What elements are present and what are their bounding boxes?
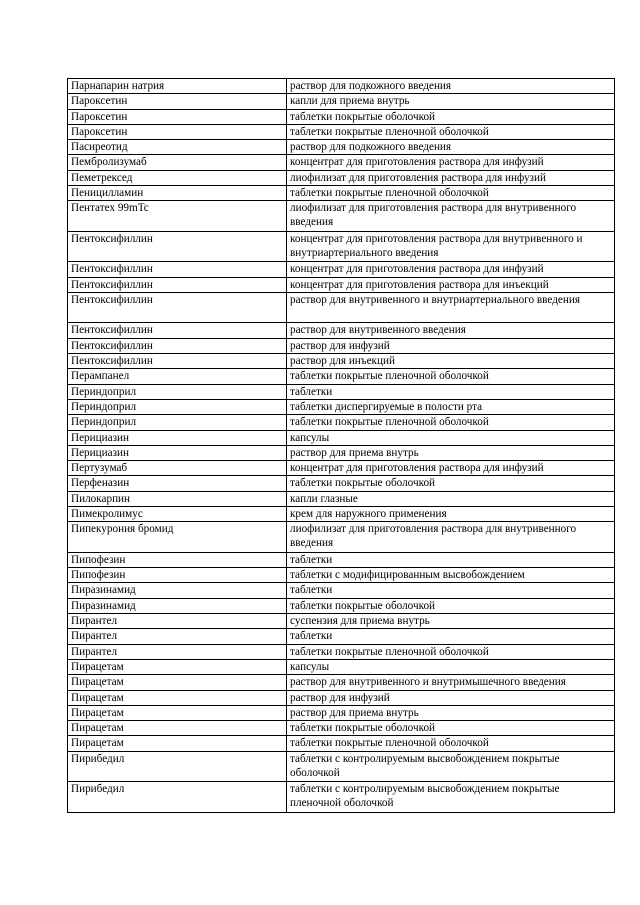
dosage-form-cell: таблетки покрытые пленочной оболочкой: [287, 644, 615, 659]
table-row: [68, 705, 615, 720]
drug-name-cell: Пеницилламин: [68, 186, 287, 201]
drug-name-cell: Пароксетин: [68, 124, 287, 139]
drug-name-cell: Пеметрексед: [68, 170, 287, 185]
drug-name-cell: Пертузумаб: [68, 461, 287, 476]
dosage-form-cell: таблетки с контролируемым высвобождением покрытые пленочной оболочкой: [287, 782, 615, 813]
table-row: [68, 262, 615, 277]
table-row: [68, 277, 615, 292]
drug-name-cell: Пирантел: [68, 614, 287, 629]
dosage-form-cell: таблетки покрытые пленочной оболочкой: [287, 186, 615, 201]
table-row: [68, 445, 615, 460]
table-row: [68, 79, 615, 94]
drug-name-cell: Пирибедил: [68, 782, 287, 813]
dosage-form-cell: таблетки: [287, 384, 615, 399]
table-row: [68, 507, 615, 522]
table-row: [68, 568, 615, 583]
dosage-form-cell: концентрат для приготовления раствора для инфузий: [287, 262, 615, 277]
table-row: [68, 644, 615, 659]
table-row: [68, 675, 615, 690]
table-row: [68, 384, 615, 399]
dosage-form-cell: таблетки покрытые оболочкой: [287, 476, 615, 491]
dosage-form-cell: таблетки покрытые оболочкой: [287, 598, 615, 613]
drug-name-cell: Пипофезин: [68, 552, 287, 567]
table-row: [68, 583, 615, 598]
dosage-form-cell: капсулы: [287, 430, 615, 445]
table-row: [68, 782, 615, 813]
table-row: [68, 491, 615, 506]
table-row: [68, 354, 615, 369]
drug-name-cell: Пирантел: [68, 644, 287, 659]
drug-name-cell: Парнапарин натрия: [68, 79, 287, 94]
table-row: [68, 292, 615, 323]
dosage-form-cell: таблетки покрытые пленочной оболочкой: [287, 124, 615, 139]
table-row: [68, 659, 615, 674]
table-row: [68, 231, 615, 262]
dosage-form-cell: таблетки с модифицированным высвобождением: [287, 568, 615, 583]
table-row: [68, 598, 615, 613]
dosage-form-cell: концентрат для приготовления раствора для внутривенного и внутриартериального введения: [287, 231, 615, 262]
drug-name-cell: Перампанел: [68, 369, 287, 384]
dosage-form-cell: лиофилизат для приготовления раствора для внутривенного введения: [287, 201, 615, 232]
table-row: [68, 430, 615, 445]
dosage-form-cell: раствор для приема внутрь: [287, 445, 615, 460]
table-row: [68, 552, 615, 567]
drug-name-cell: Пипекурония бромид: [68, 522, 287, 553]
drug-name-cell: Периндоприл: [68, 399, 287, 414]
dosage-form-cell: капли для приема внутрь: [287, 94, 615, 109]
dosage-form-cell: концентрат для приготовления раствора для инфузий: [287, 461, 615, 476]
drug-name-cell: Перфеназин: [68, 476, 287, 491]
table-row: [68, 721, 615, 736]
drug-name-cell: Пасиреотид: [68, 140, 287, 155]
table-row: [68, 399, 615, 414]
dosage-form-cell: таблетки: [287, 629, 615, 644]
dosage-form-cell: лиофилизат для приготовления раствора для внутривенного введения: [287, 522, 615, 553]
dosage-form-cell: таблетки покрытые пленочной оболочкой: [287, 736, 615, 751]
table-row: [68, 109, 615, 124]
drug-name-cell: Пентоксифиллин: [68, 323, 287, 338]
table-row: [68, 186, 615, 201]
dosage-form-cell: таблетки покрытые пленочной оболочкой: [287, 369, 615, 384]
table-row: [68, 94, 615, 109]
dosage-form-cell: раствор для внутривенного введения: [287, 323, 615, 338]
table-row: [68, 155, 615, 170]
drug-name-cell: Пароксетин: [68, 109, 287, 124]
dosage-form-cell: таблетки с контролируемым высвобождением покрытые оболочкой: [287, 751, 615, 782]
drug-name-cell: Пиразинамид: [68, 598, 287, 613]
dosage-form-cell: капли глазные: [287, 491, 615, 506]
table-row: [68, 323, 615, 338]
drug-name-cell: Пирацетам: [68, 705, 287, 720]
drug-name-cell: Пентоксифиллин: [68, 354, 287, 369]
drug-name-cell: Пилокарпин: [68, 491, 287, 506]
dosage-form-cell: суспензия для приема внутрь: [287, 614, 615, 629]
drug-name-cell: Периндоприл: [68, 384, 287, 399]
drug-name-cell: Пирибедил: [68, 751, 287, 782]
table-row: [68, 201, 615, 232]
drug-name-cell: Перициазин: [68, 445, 287, 460]
dosage-form-cell: концентрат для приготовления раствора для инфузий: [287, 155, 615, 170]
dosage-form-cell: лиофилизат для приготовления раствора для инфузий: [287, 170, 615, 185]
drug-name-cell: Пароксетин: [68, 94, 287, 109]
drug-name-cell: Пентоксифиллин: [68, 262, 287, 277]
table-row: [68, 461, 615, 476]
table-row: [68, 690, 615, 705]
dosage-form-cell: таблетки: [287, 552, 615, 567]
table-row: [68, 522, 615, 553]
dosage-form-cell: таблетки покрытые оболочкой: [287, 109, 615, 124]
drug-name-cell: Пентоксифиллин: [68, 277, 287, 292]
table-row: [68, 415, 615, 430]
dosage-form-cell: раствор для инфузий: [287, 690, 615, 705]
table-row: [68, 170, 615, 185]
dosage-form-cell: раствор для внутривенного и внутриартериального введения: [287, 292, 615, 323]
drug-name-cell: Пиразинамид: [68, 583, 287, 598]
drug-name-cell: Перициазин: [68, 430, 287, 445]
drug-name-cell: Пентоксифиллин: [68, 338, 287, 353]
dosage-form-cell: раствор для инъекций: [287, 354, 615, 369]
drug-name-cell: Пентатех 99mTc: [68, 201, 287, 232]
table-row: [68, 751, 615, 782]
table-row: [68, 338, 615, 353]
drug-table: [67, 78, 615, 813]
dosage-form-cell: раствор для инфузий: [287, 338, 615, 353]
dosage-form-cell: раствор для внутривенного и внутримышечного введения: [287, 675, 615, 690]
drug-name-cell: Пентоксифиллин: [68, 231, 287, 262]
dosage-form-cell: капсулы: [287, 659, 615, 674]
table-row: [68, 124, 615, 139]
dosage-form-cell: концентрат для приготовления раствора для инъекций: [287, 277, 615, 292]
drug-name-cell: Пирацетам: [68, 675, 287, 690]
drug-name-cell: Пирантел: [68, 629, 287, 644]
dosage-form-cell: крем для наружного применения: [287, 507, 615, 522]
drug-name-cell: Пимекролимус: [68, 507, 287, 522]
table-row: [68, 140, 615, 155]
table-row: [68, 476, 615, 491]
drug-name-cell: Пирацетам: [68, 736, 287, 751]
drug-table-body: [68, 79, 615, 813]
dosage-form-cell: таблетки покрытые оболочкой: [287, 721, 615, 736]
dosage-form-cell: раствор для подкожного введения: [287, 79, 615, 94]
dosage-form-cell: таблетки покрытые пленочной оболочкой: [287, 415, 615, 430]
drug-name-cell: Пентоксифиллин: [68, 292, 287, 323]
table-row: [68, 369, 615, 384]
dosage-form-cell: таблетки диспергируемые в полости рта: [287, 399, 615, 414]
drug-name-cell: Пирацетам: [68, 721, 287, 736]
dosage-form-cell: раствор для приема внутрь: [287, 705, 615, 720]
table-row: [68, 614, 615, 629]
table-row: [68, 629, 615, 644]
drug-name-cell: Пипофезин: [68, 568, 287, 583]
table-row: [68, 736, 615, 751]
drug-name-cell: Пирацетам: [68, 690, 287, 705]
drug-name-cell: Пирацетам: [68, 659, 287, 674]
dosage-form-cell: таблетки: [287, 583, 615, 598]
dosage-form-cell: раствор для подкожного введения: [287, 140, 615, 155]
drug-name-cell: Пембролизумаб: [68, 155, 287, 170]
drug-name-cell: Периндоприл: [68, 415, 287, 430]
